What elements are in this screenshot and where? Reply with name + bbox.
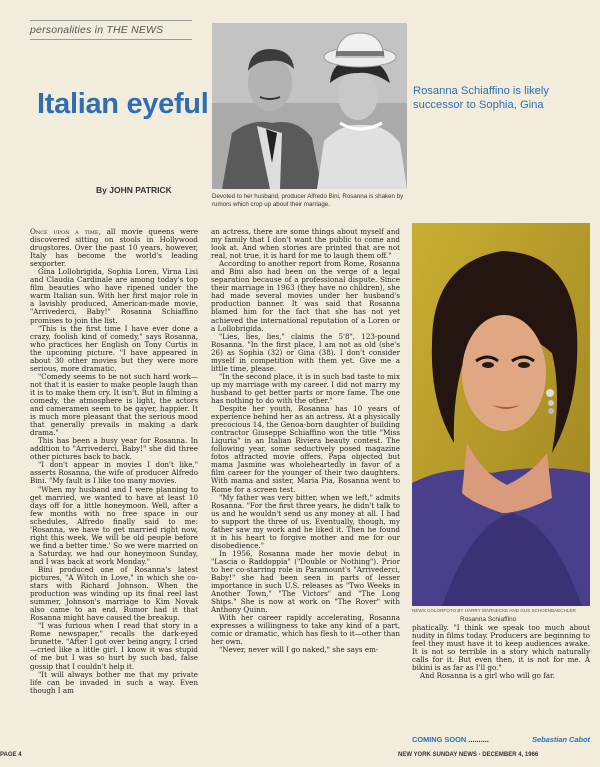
publication-line: NEW YORK SUNDAY NEWS · DECEMBER 4, 1966 [398, 752, 539, 758]
paragraph [211, 550, 400, 614]
paragraph [30, 228, 198, 268]
portrait-photo-illustration [412, 223, 590, 606]
paragraph [211, 494, 400, 550]
paragraph-text: "I don't appear in movies I don't like," asserts Rosanna, the wife of producer Alfredo Bini. "My fault is I like too many movies. [30, 460, 198, 486]
couple-photo [212, 23, 407, 189]
lead-in: Once upon a time, [30, 228, 101, 236]
paragraph [211, 333, 400, 373]
paragraph [211, 260, 400, 332]
paragraph-text: "I was furious when I read that story in a Rome newspaper," recalls the dark-eyed brunette. "After I got over being angry, I cried—cried like a little girl. I know it was stupid of me but I was so hurt by such bad, false gossip that I couldn't help it. [30, 621, 198, 671]
paragraph [30, 461, 198, 485]
paragraph [30, 325, 198, 373]
paragraph [211, 614, 400, 646]
coming-soon [412, 735, 590, 744]
paragraph-text: With her career rapidly accelerating, Rosanna expresses a willingness to take any kind of a part, comic or dramatic, which has flesh to it—other than her own. [211, 613, 400, 647]
paragraph [211, 646, 400, 654]
paragraph-text: This has been a busy year for Rosanna. In addition to "Arrivederci, Baby!" she did three other pictures back to back. [30, 436, 198, 462]
coming-soon-dots: .......... [468, 735, 489, 744]
portrait-photo [412, 223, 590, 606]
coming-soon-label: COMING SOON [412, 735, 467, 744]
paragraph-text: phatically. "I think we speak too much about nudity in films today. Producers are beginning to feel they must have it to keep audiences awake. It is not so terrible in a story which naturally calls for it. But even then, it is not for me. A bikini is as far as I'll go." [412, 624, 590, 673]
paragraph-text: "When my husband and I were planning to get married, we wanted to have at least 10 days off for a little honeymoon. Well, after a few months with no free space in our schedules, Alfredo finally said to me: 'Rosanna, we have to get married right now, right this week. We will be old people before we find a better time.' So we were married on a Saturday, we had our honeymoon Sunday, and I was back at work Monday." [30, 484, 198, 566]
paragraph [211, 405, 400, 494]
paragraph-text: all movie queens were discovered sitting on stools in Hollywood drugstores. Over the past 10 years, however, Italy has become the world's leading sexporter. [30, 228, 198, 269]
paragraph [211, 228, 400, 260]
paragraph-text: "This is the first time I have ever done a crazy, foolish kind of comedy," says Rosanna, who practices her English on Tony Curtis in the upcoming picture. "I have appeared in about 30 other movies but they were more serious, more dramatic. [30, 323, 198, 373]
paragraph-text: And Rosanna is a girl who will go far. [420, 671, 555, 681]
paragraph [412, 672, 590, 680]
paragraph-text: an actress, there are some things about myself and my family that I don't want the public to come and look at. And when stories are printed that are not real, not true, it is hard for me to laugh them off." [211, 228, 400, 261]
article-column-1 [30, 228, 198, 758]
paragraph-text: Despite her youth, Rosanna has 10 years of experience behind her as an actress. At a physically precocious 14, the Genoa-born daughter of building contractor Giuseppe Schiaffino won the title "Miss Liguria" in an Italian Riviera beauty contest. The following year, some seductively posed magazine fotos attracted movie offers. Papa objected but mama Jasmine was wholeheartedly in favor of a film career for the younger of their two daughters. With mama and sister, Maria Pia, Rosanna went to Rome for a screen test. [211, 404, 400, 494]
paragraph [30, 268, 198, 324]
paragraph [211, 373, 400, 405]
paragraph-text: Gina Lollobrigida, Sophia Loren, Virna Lisi and Claudia Cardinale are among today's top film beauties who have ripened under the warm Italian sun. With her first major role in a lavishly produced, American-made movie, "Arrivederci, Baby!" Rosanna Schiaffino promises to join the list. [30, 267, 198, 325]
paragraph [30, 486, 198, 566]
page-number: PAGE 4 [0, 752, 22, 758]
headline: Italian eyeful [37, 88, 209, 120]
coming-soon-title: Sebastian Cabot [532, 735, 590, 744]
paragraph-text: "In the second place, it is in such bad taste to mix up my marriage with my career. I did not marry my husband to get better parts or more fame. The one has nothing to do with the other." [211, 371, 400, 405]
paragraph [30, 622, 198, 670]
paragraph-text: "Never, never will I go naked," she says em- [219, 645, 379, 655]
paragraph-text: According to another report from Rome, Rosanna and Bini also had been on the verge of a legal separation because of a professional dispute. Since their marriage in 1963 (they have no children), she had made several movies under her husband's production banner. It was said that Rosanna blamed him for the fact that she has not yet achieved the international reputation of a Loren or a Lollobrigida. [211, 259, 400, 333]
paragraph-text: "Comedy seems to be not such hard work—not that it is easier to make people laugh than it is to make them cry. It isn't. But in filming a comedy, the atmosphere is light, the actors and cameramen seem to be gayer, happier. It is much more pleasant that the serious mood that generally prevails in making a dark drama." [30, 371, 198, 438]
couple-photo-caption: Devoted to her husband, producer Alfredo Bini, Rosanna is shaken by rumors which crop up about their marriage. [212, 193, 404, 208]
article-column-3 [412, 624, 590, 734]
paragraph [30, 671, 198, 695]
paragraph [412, 624, 590, 672]
couple-photo-illustration [212, 23, 407, 189]
photo-credit: NEWS COLORFOTO BY HARRY WARNECKE AND GUS SCHOENBAECHLER [412, 608, 576, 613]
paragraph-text: Bini produced one of Rosanna's latest pictures, "A Witch in Love," in which she co-stars with Richard Johnson. When the production was winding up its final reel last summer, Johnson's marriage to Kim Novak also came to an end. Rumor had it that Rosanna might have caused the breakup. [30, 564, 198, 623]
paragraph-text: "My father was very bitter, when we left," admits Rosanna. "For the first three years, he didn't talk to us and he wouldn't send us any money at all. I had to support the three of us. Eventually, though, my father saw my work and he liked it. Then he found it in his heart to forgive mother and me for our disobedience." [211, 492, 400, 550]
article-column-2 [211, 228, 400, 758]
portrait-caption: Rosanna Schiaffino [460, 616, 517, 623]
paragraph [30, 437, 198, 461]
paragraph [30, 373, 198, 437]
deck: Rosanna Schiaffino is likely successor to Sophia, Gina [413, 85, 549, 111]
paragraph [30, 566, 198, 622]
paragraph-text: "Lies, lies, lies," claims the 5'8", 123-pound Rosanna. "In the first place, I am not as old (she's 26) as Sophia (32) or Gina (38). I don't consider myself in competition with them yet. Give me a little time, please. [211, 331, 400, 373]
paragraph-text: In 1956, Rosanna made her movie debut in "Lascia o Raddoppia" ("Double or Nothing"). Prior to her co-starring role in Paramount's "Arrivederci, Baby!" she had been seen in parts of lesser importance in such U.S. releases as "Two Weeks in Another Town," "The Victors" and "The Long Ships." She is now at work on "The Rover" with Anthony Quinn. [211, 548, 400, 615]
section-tag: personalities in THE NEWS [30, 20, 192, 40]
byline: By JOHN PATRICK [96, 185, 172, 195]
paragraph-text: "It will always bother me that my private life can be invaded in such a way. Even though I am [30, 669, 198, 695]
